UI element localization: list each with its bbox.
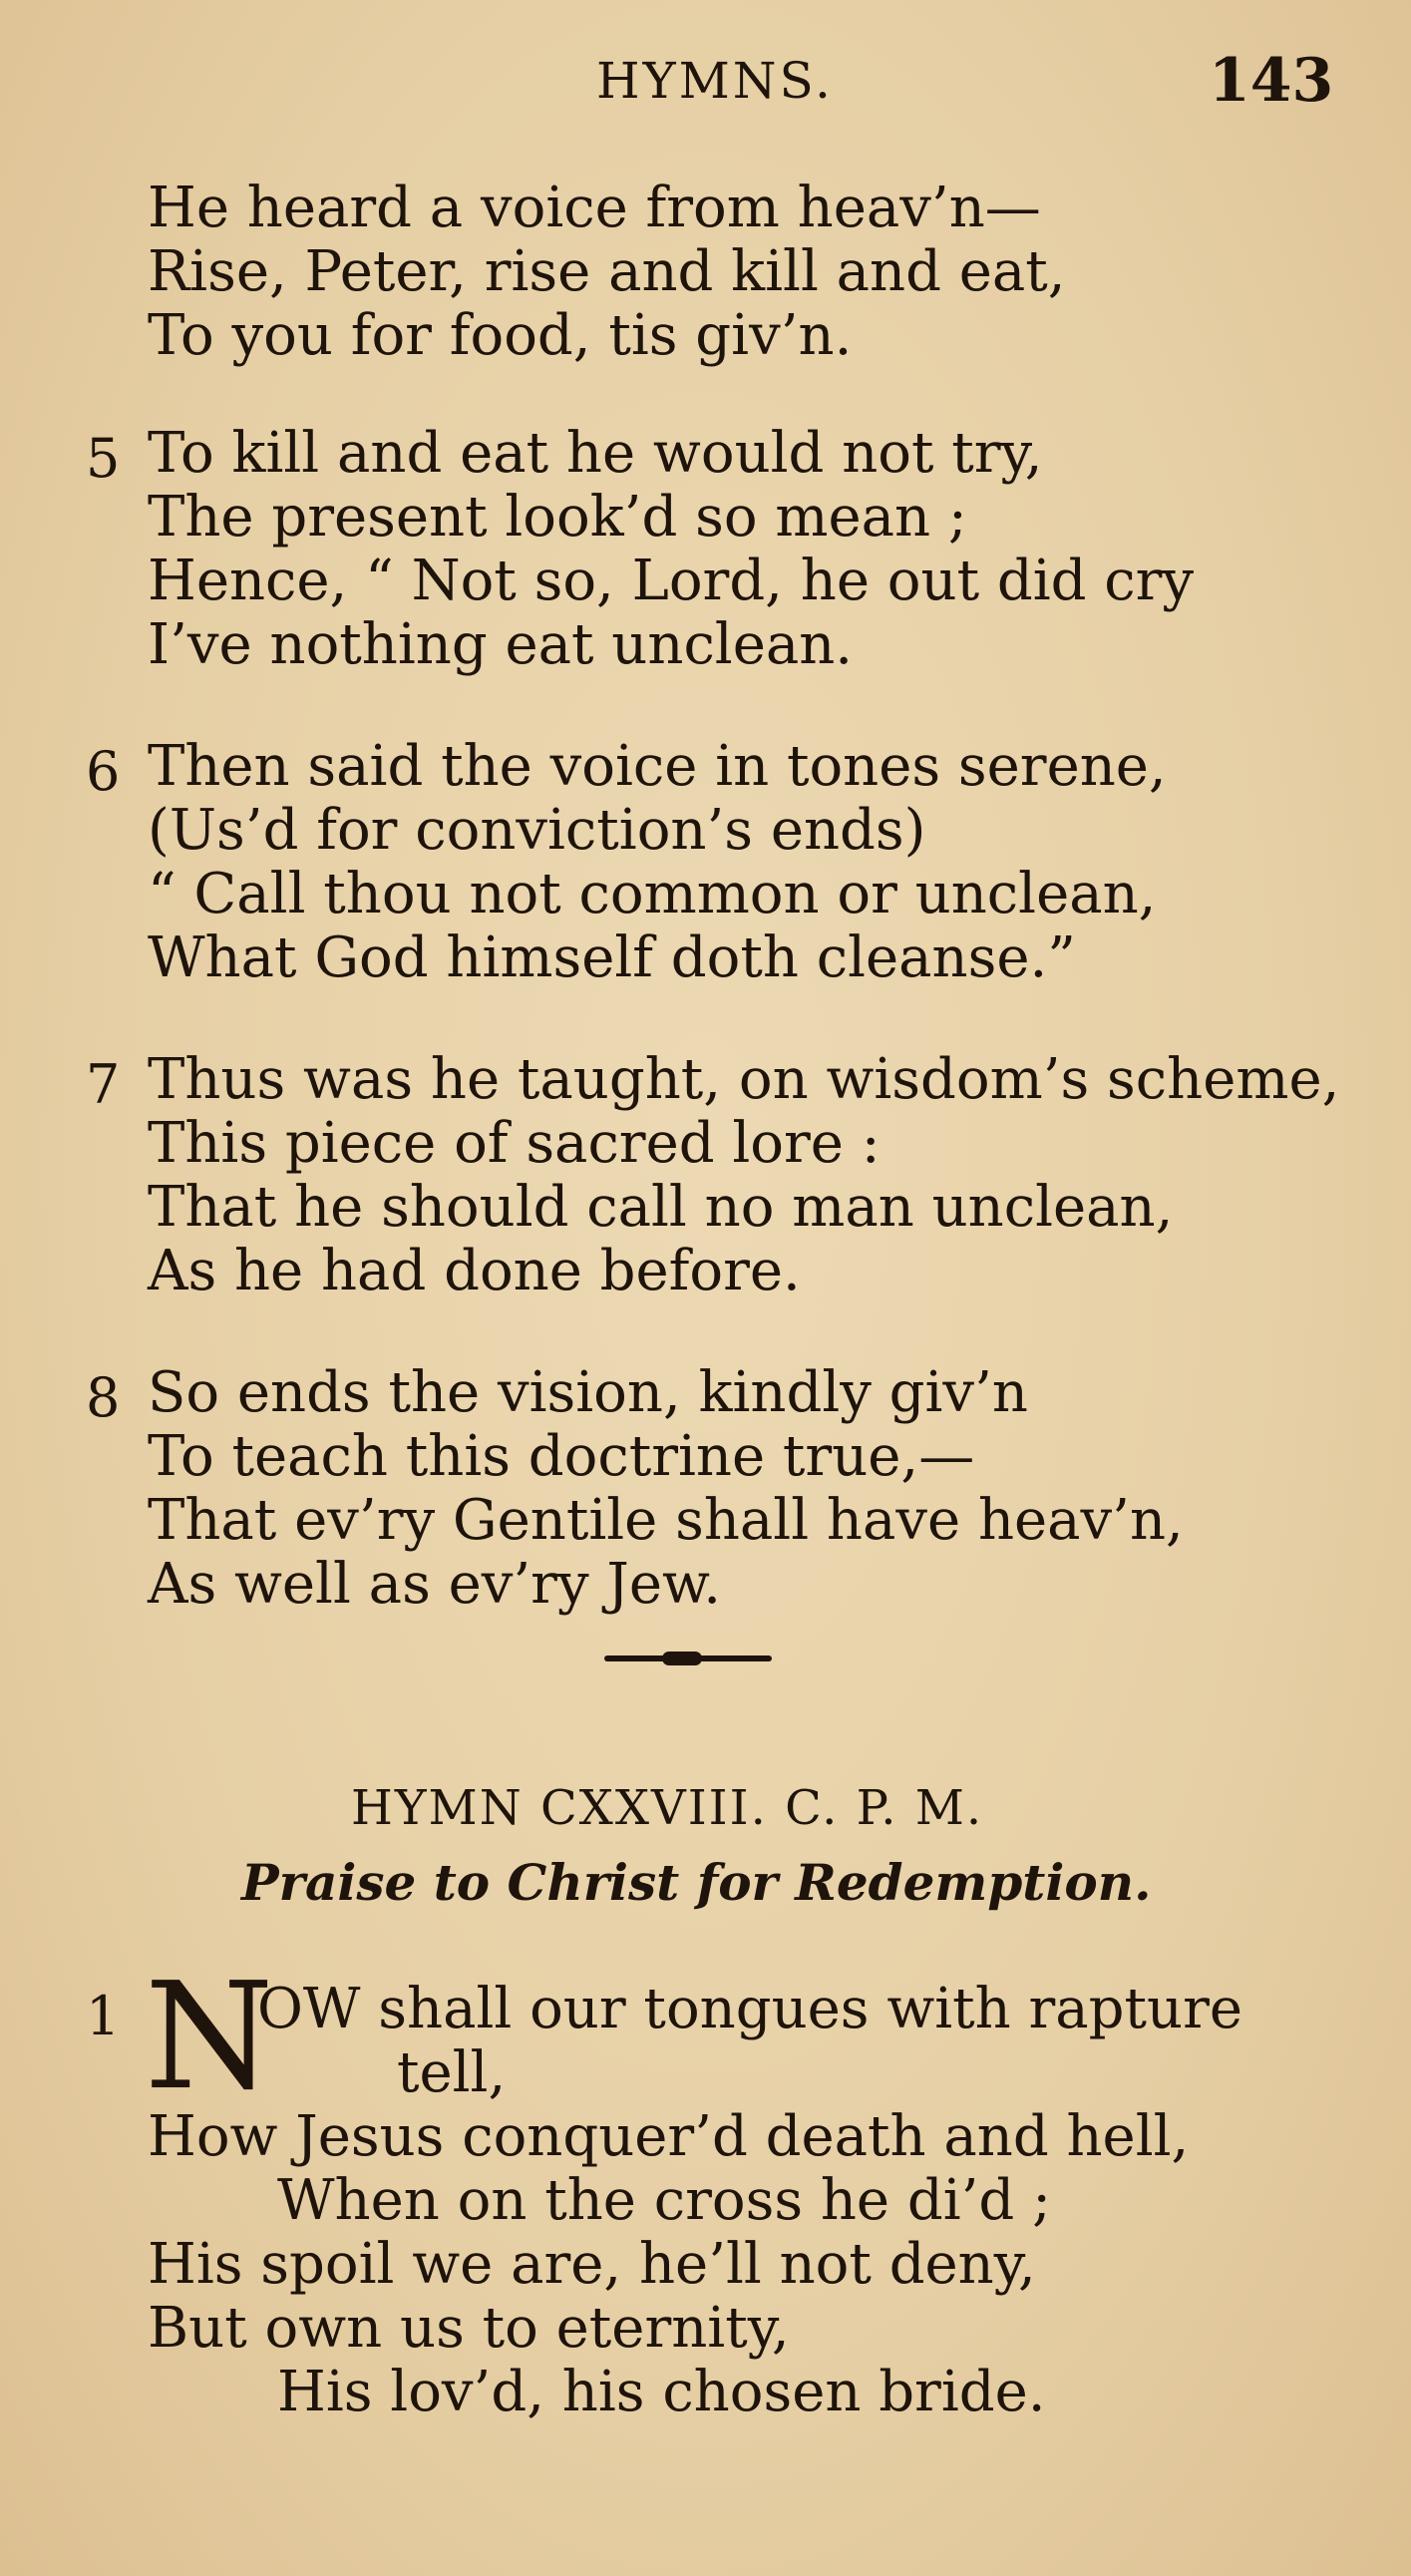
verse-line: Rise, Peter, rise and kill and eat, bbox=[148, 239, 1066, 304]
verse-line: Hence, “ Not so, Lord, he out did cry bbox=[148, 549, 1195, 613]
verse-line: His lov’d, his chosen bride. bbox=[277, 2360, 1046, 2424]
verse-line: “ Call thou not common or unclean, bbox=[148, 862, 1157, 926]
verse-line: As well as ev’ry Jew. bbox=[148, 1552, 722, 1617]
verse-line: The present look’d so mean ; bbox=[148, 485, 967, 550]
verse-line: (Us’d for conviction’s ends) bbox=[148, 798, 926, 863]
verse-line: To kill and eat he would not try, bbox=[148, 421, 1043, 486]
verse-line: I’ve nothing eat unclean. bbox=[148, 612, 854, 677]
hymn-subtitle: Praise to Christ for Redemption. bbox=[241, 1853, 1152, 1912]
running-head: HYMNS. bbox=[596, 52, 834, 110]
verse-line: This piece of sacred lore : bbox=[148, 1111, 881, 1176]
verse-line: He heard a voice from heav’n— bbox=[148, 176, 1041, 240]
verse-line: tell, bbox=[397, 2040, 507, 2105]
verse-line: How Jesus conquer’d death and hell, bbox=[148, 2104, 1190, 2169]
verse-number: 7 bbox=[86, 1053, 121, 1116]
verse-number: 8 bbox=[86, 1366, 121, 1429]
verse-number: 5 bbox=[86, 427, 121, 490]
verse-line: To you for food, tis giv’n. bbox=[148, 303, 853, 368]
verse-line: When on the cross he di’d ; bbox=[277, 2168, 1051, 2233]
verse-number: 1 bbox=[86, 1985, 121, 2047]
verse-line: But own us to eternity, bbox=[148, 2296, 790, 2361]
drop-cap: N bbox=[145, 1951, 274, 2122]
verse-line: His spoil we are, he’ll not deny, bbox=[148, 2232, 1036, 2297]
verse-line: As he had done before. bbox=[148, 1239, 801, 1303]
verse-line: So ends the vision, kindly giv’n bbox=[148, 1360, 1028, 1425]
verse-line: OW shall our tongues with rapture bbox=[257, 1977, 1243, 2041]
verse-line: Thus was he taught, on wisdom’s scheme, bbox=[148, 1047, 1340, 1112]
verse-line: That ev’ry Gentile shall have heav’n, bbox=[148, 1488, 1184, 1553]
verse-line: That he should call no man unclean, bbox=[148, 1175, 1174, 1240]
section-divider-ornament bbox=[604, 1656, 772, 1661]
verse-line: Then said the voice in tones serene, bbox=[148, 734, 1167, 799]
hymn-title: HYMN CXXVIII. C. P. M. bbox=[351, 1780, 984, 1836]
page-number: 143 bbox=[1209, 46, 1334, 116]
verse-number: 6 bbox=[86, 740, 121, 803]
verse-line: What God himself doth cleanse.” bbox=[148, 925, 1076, 990]
verse-line: To teach this doctrine true,— bbox=[148, 1424, 975, 1489]
